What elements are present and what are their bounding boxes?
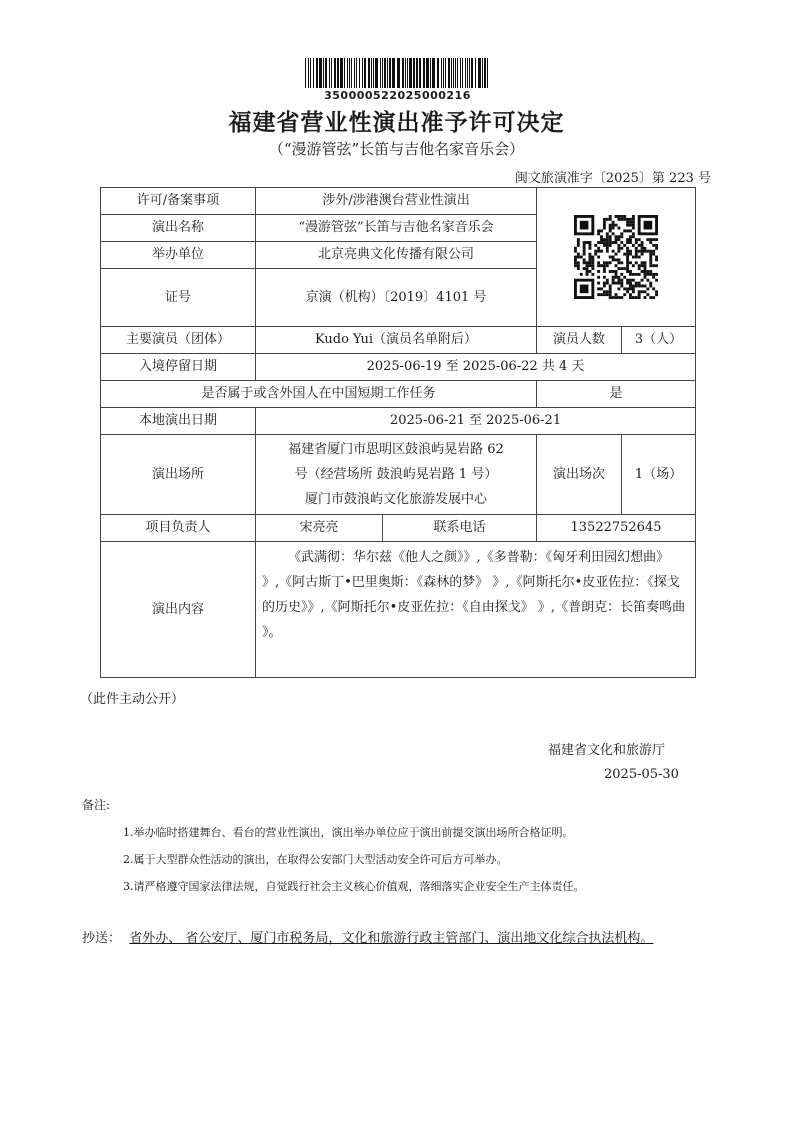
- license-value: 京演（机构）〔2019〕4101 号: [256, 269, 537, 327]
- phone-value: 13522752645: [537, 515, 696, 542]
- local-dates-value: 2025-06-21 至 2025-06-21: [256, 408, 696, 435]
- cc-list: [82, 926, 722, 951]
- cc-recipients: 省外办、 省公安厅、厦门市税务局，文化和旅游行政主管部门、演出地文化综合执法机构。: [129, 931, 654, 946]
- sessions-label: 演出场次: [537, 435, 622, 515]
- public-disclosure-note: （此件主动公开）: [80, 692, 185, 707]
- content-label: 演出内容: [101, 542, 256, 678]
- organizer-label: 举办单位: [101, 242, 256, 269]
- remarks-label: 备注:: [82, 798, 111, 812]
- permit-type-label: 许可/备案事项: [101, 188, 256, 215]
- document-title: 福建省营业性演出准予许可决定: [228, 109, 565, 136]
- venue-value: [256, 435, 537, 515]
- issue-date: 2025-05-30: [604, 767, 679, 782]
- local-dates-label: 本地演出日期: [101, 408, 256, 435]
- remark-item: 1.举办临时搭建舞台、看台的营业性演出，演出举办单位应于演出前提交演出场所合格证明。: [123, 826, 574, 839]
- stay-dates-label: 入境停留日期: [101, 354, 256, 381]
- organizer-value: 北京亮典文化传播有限公司: [256, 242, 537, 269]
- manager-value: 宋亮亮: [256, 515, 383, 542]
- performers-label: 主要演员（团体）: [101, 327, 256, 354]
- cc-label: 抄送：: [82, 931, 122, 946]
- phone-label: 联系电话: [383, 515, 537, 542]
- foreign-work-label: 是否属于或含外国人在中国短期工作任务: [101, 381, 537, 408]
- barcode-number: 350000522025000216: [324, 89, 471, 102]
- performer-count-value: 3（人）: [622, 327, 696, 354]
- show-name-value: “漫游管弦”长笛与吉他名家音乐会: [256, 215, 537, 242]
- manager-label: 项目负责人: [101, 515, 256, 542]
- venue-line: 号（经营场所 鼓浪屿晃岩路 1 号）: [294, 467, 498, 482]
- document-subtitle: （“漫游管弦”长笛与吉他名家音乐会）: [268, 140, 525, 158]
- performer-count-label: 演员人数: [537, 327, 622, 354]
- show-name-label: 演出名称: [101, 215, 256, 242]
- document-number: 闽文旅演准字〔2025〕第 223 号: [514, 171, 711, 186]
- foreign-work-value: 是: [537, 381, 696, 408]
- performers-value: Kudo Yui（演员名单附后）: [256, 327, 537, 354]
- stay-dates-value: 2025-06-19 至 2025-06-22 共 4 天: [256, 354, 696, 381]
- qr-code-image: [574, 215, 658, 299]
- issuing-authority: 福建省文化和旅游厅: [548, 743, 666, 758]
- remark-item: 2.属于大型群众性活动的演出，在取得公安部门大型活动安全许可后方可举办。: [123, 853, 508, 866]
- venue-line: 福建省厦门市思明区鼓浪屿晃岩路 62: [288, 442, 504, 457]
- remark-item: 3.请严格遵守国家法律法规，自觉践行社会主义核心价值观，落细落实企业安全生产主体责任。: [123, 880, 585, 893]
- permit-table: [100, 187, 696, 678]
- qr-code-cell: [537, 188, 696, 327]
- content-value: 《武满彻：华尔兹《他人之颜》》,《多普勒：《匈牙利田园幻想曲》 》,《阿古斯丁•巴里奥斯：《森林的梦》 》,《阿斯托尔•皮亚佐拉：《探戈的历史》》,《阿斯托尔•皮亚佐拉：《自由探戈》 》,《普朗克：长笛奏鸣曲 》。: [256, 542, 696, 678]
- venue-label: 演出场所: [101, 435, 256, 515]
- permit-type-value: 涉外/涉港澳台营业性演出: [256, 188, 537, 215]
- sessions-value: 1（场）: [622, 435, 696, 515]
- license-label: 证号: [101, 269, 256, 327]
- barcode-image: [305, 58, 490, 88]
- venue-line: 厦门市鼓浪屿文化旅游发展中心: [305, 492, 488, 507]
